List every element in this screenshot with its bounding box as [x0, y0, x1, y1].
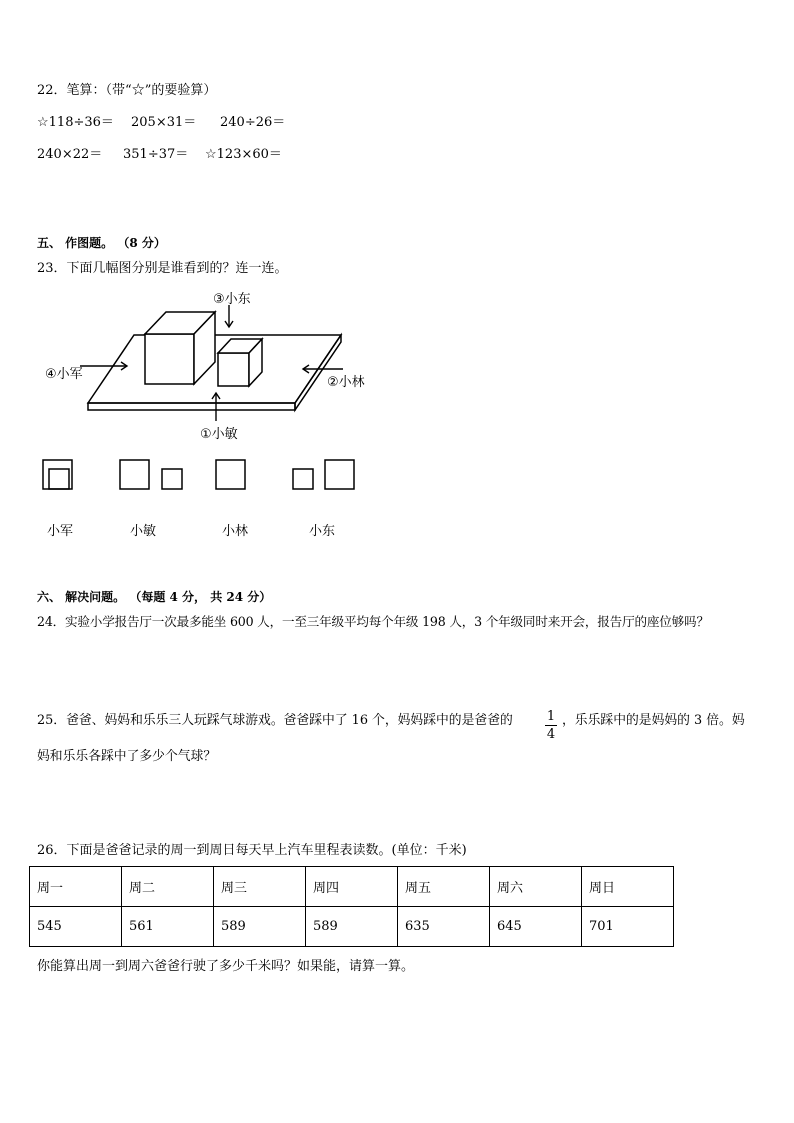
- small-cube-front: [218, 353, 249, 386]
- section6-heading: 六、 解决问题。 （每题 4 分， 共 24 分）: [37, 590, 272, 604]
- reading-cell: 701: [582, 907, 674, 947]
- platform-side: [295, 335, 341, 410]
- fraction-denominator: 4: [546, 727, 556, 742]
- viewer-name-2: 小敏: [130, 524, 157, 539]
- day-cell: 周六: [490, 867, 582, 907]
- q25-text-line2: 妈和乐乐各踩中了多少个气球？: [37, 749, 217, 764]
- fraction-numerator: 1: [546, 709, 556, 724]
- viewer-name-1: 小军: [47, 524, 74, 539]
- big-cube-front: [145, 334, 194, 384]
- table-header-row: [30, 867, 674, 907]
- q25-text-part1: 25．爸爸、妈妈和乐乐三人玩踩气球游戏。爸爸踩中了 16 个，妈妈踩中的是爸爸的: [37, 713, 513, 728]
- viewer-name-4: 小东: [309, 524, 336, 539]
- q22-expr-2: 205×31＝: [131, 115, 197, 130]
- q26-question: 你能算出周一到周六爸爸行驶了多少千米吗？如果能，请算一算。: [37, 959, 415, 974]
- q26-title: 26．下面是爸爸记录的周一到周日每天早上汽车里程表读数。(单位：千米): [37, 843, 467, 858]
- label-top-viewer: ③小东: [213, 292, 251, 307]
- day-cell: 周二: [122, 867, 214, 907]
- viewer-name-3: 小林: [222, 524, 249, 539]
- q22-expr-6: ☆123×60＝: [205, 147, 282, 162]
- q23-figure: [0, 280, 400, 510]
- reading-cell: 561: [122, 907, 214, 947]
- label-front-viewer: ①小敏: [200, 427, 238, 442]
- q23-title: 23．下面几幅图分别是谁看到的？连一连。: [37, 261, 288, 276]
- q22-title: 22．笔算：（带“☆”的要验算）: [37, 83, 217, 98]
- view-option-1-outer: [43, 460, 72, 489]
- reading-cell: 635: [398, 907, 490, 947]
- view-option-3: [216, 460, 245, 489]
- label-right-viewer: ②小林: [327, 375, 365, 390]
- day-cell: 周一: [30, 867, 122, 907]
- day-cell: 周日: [582, 867, 674, 907]
- day-cell: 周五: [398, 867, 490, 907]
- reading-cell: 589: [214, 907, 306, 947]
- day-cell: 周三: [214, 867, 306, 907]
- q24-text: 24．实验小学报告厅一次最多能坐 600 人，一至三年级平均每个年级 198 人，3 个年级同时来开会，报告厅的座位够吗？: [37, 614, 709, 629]
- reading-cell: 589: [306, 907, 398, 947]
- view-option-4-big: [325, 460, 354, 489]
- odometer-table: [29, 866, 674, 947]
- section5-heading: 五、 作图题。 （8 分）: [37, 236, 166, 250]
- platform-front: [88, 403, 295, 410]
- view-option-2-big: [120, 460, 149, 489]
- q25-text-part2: ，乐乐踩中的是妈妈的 3 倍。妈: [562, 713, 745, 728]
- reading-cell: 645: [490, 907, 582, 947]
- reading-cell: 545: [30, 907, 122, 947]
- q25-fraction: [544, 709, 558, 742]
- q22-expr-5: 351÷37＝: [123, 147, 189, 162]
- table-row: [30, 907, 674, 947]
- label-left-viewer: ④小军: [45, 367, 83, 382]
- view-option-2-small: [162, 469, 182, 489]
- view-option-4-small: [293, 469, 313, 489]
- q22-expr-4: 240×22＝: [37, 147, 103, 162]
- q22-expr-3: 240÷26＝: [220, 115, 286, 130]
- q22-expr-1: ☆118÷36＝: [37, 115, 114, 130]
- view-option-1-inner: [49, 469, 69, 489]
- day-cell: 周四: [306, 867, 398, 907]
